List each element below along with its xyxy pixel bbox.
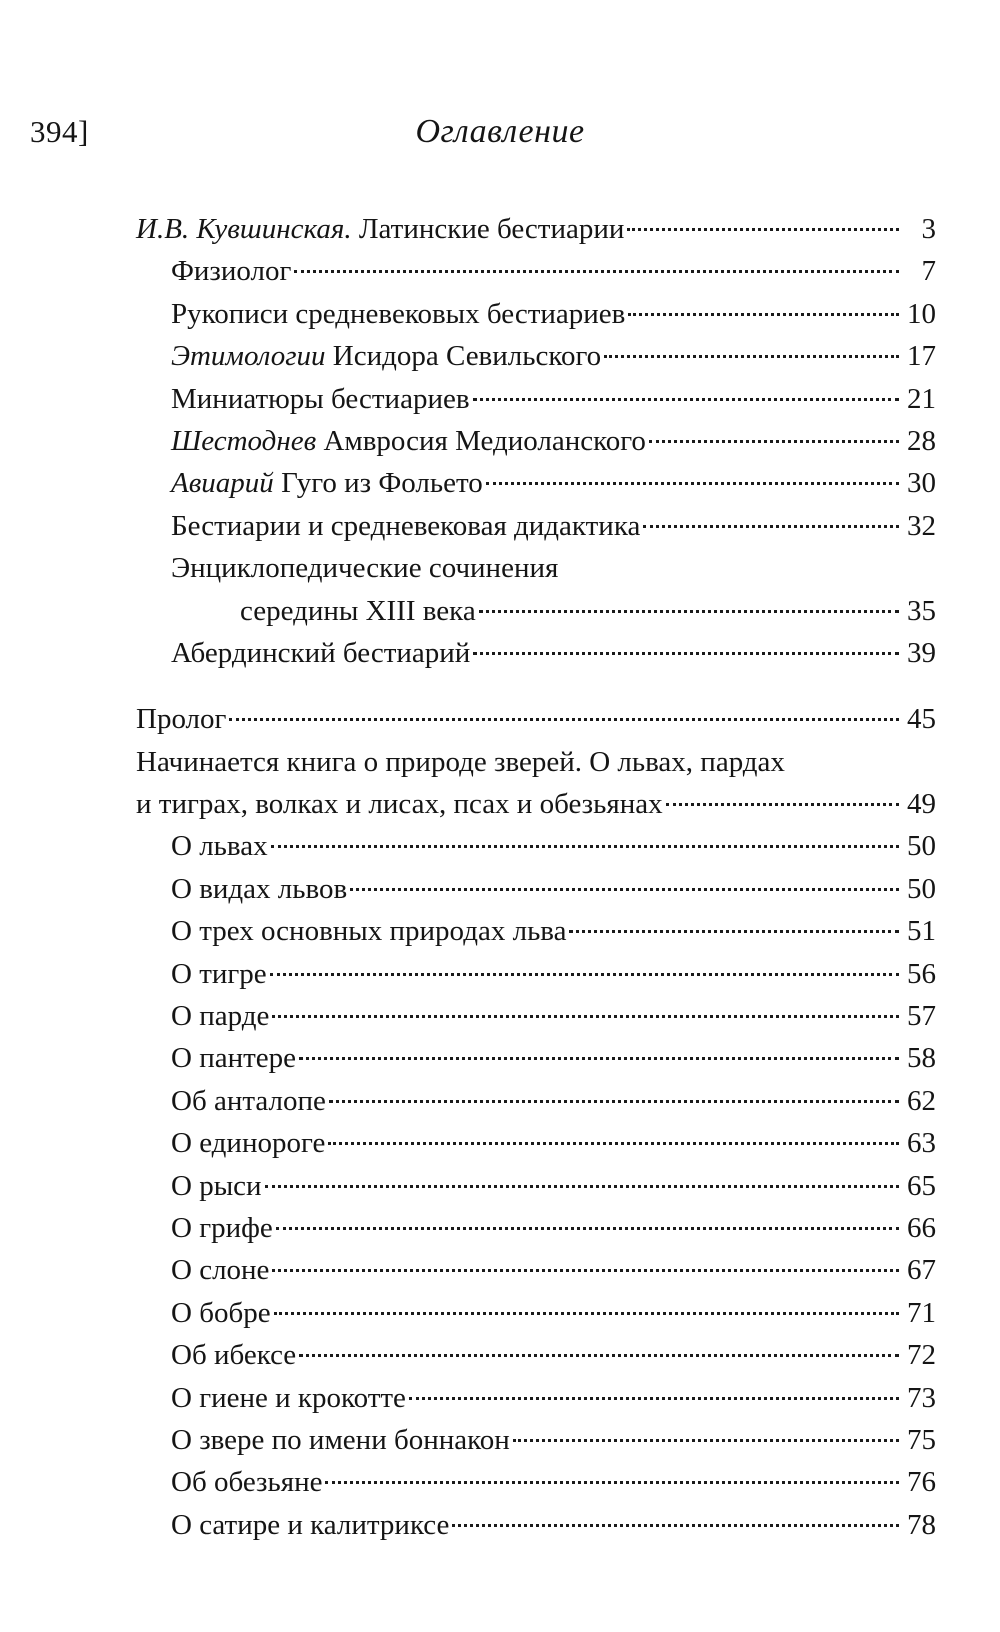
toc-entry-prologue[interactable] — [136, 698, 936, 740]
dot-leader — [479, 610, 899, 613]
toc-entry-page: 49 — [907, 788, 936, 821]
toc-entry-page: 72 — [907, 1339, 936, 1372]
dot-leader — [513, 1439, 899, 1442]
toc-entry[interactable] — [136, 462, 936, 504]
toc-entry-page: 67 — [907, 1254, 936, 1287]
dot-leader — [473, 398, 899, 401]
toc-entry-page: 21 — [907, 382, 936, 415]
toc-entry-title: И.В. Кувшинская. Латинские бестиарии — [136, 213, 625, 245]
dot-leader — [272, 1015, 899, 1018]
toc-entry-title: О грифе — [171, 1211, 273, 1244]
toc-entry-page: 7 — [921, 255, 936, 288]
toc-entry-title: Авиарий Гуго из Фольето — [171, 467, 483, 500]
dot-leader — [265, 1185, 899, 1188]
dot-leader — [274, 1312, 899, 1315]
toc-entry-page: 28 — [907, 424, 936, 457]
toc-entry-page: 73 — [907, 1381, 936, 1414]
dot-leader — [627, 228, 899, 231]
toc-entry-title: О сатире и калитриксе — [171, 1508, 450, 1541]
dot-leader — [229, 718, 899, 721]
toc-entry-title: О парде — [171, 1000, 270, 1033]
toc-entry-page: 58 — [907, 1042, 936, 1075]
toc-entry-page: 3 — [921, 213, 936, 245]
dot-leader — [409, 1397, 899, 1400]
toc-entry-intro[interactable] — [136, 208, 936, 250]
dot-leader — [666, 803, 899, 806]
toc-entry-title: О трех основных природах льва — [171, 915, 567, 948]
table-of-contents — [136, 208, 936, 1546]
toc-entry-title: Физиолог — [171, 255, 292, 288]
toc-entry-title: Этимологии Исидора Севильского — [171, 340, 602, 373]
dot-leader — [643, 525, 899, 528]
dot-leader — [569, 930, 899, 933]
toc-entry-page: 56 — [907, 957, 936, 990]
toc-entry-title: О бобре — [171, 1296, 271, 1329]
toc-entry-page: 50 — [907, 872, 936, 905]
toc-entry[interactable] — [136, 1419, 936, 1461]
toc-entry-title: Об обезьяне — [171, 1466, 323, 1499]
dot-leader — [649, 440, 899, 443]
toc-entry-book[interactable] — [136, 783, 936, 825]
toc-entry-title: Шестоднев Амвросия Медиоланского — [171, 424, 646, 457]
toc-entry[interactable] — [136, 1207, 936, 1249]
dot-leader — [299, 1354, 899, 1357]
dot-leader — [272, 1269, 899, 1272]
toc-entry-title: О гиене и крокотте — [171, 1381, 406, 1414]
toc-entry-page: 17 — [907, 340, 936, 373]
toc-entry-page: 32 — [907, 509, 936, 542]
toc-entry-title: Пролог — [136, 703, 227, 736]
toc-entry-title-line1: Энциклопедические сочинения — [171, 552, 559, 585]
dot-leader — [628, 313, 899, 316]
toc-entry[interactable] — [136, 910, 936, 952]
toc-entry-title: Рукописи средневековых бестиариев — [171, 297, 626, 330]
toc-entry-page: 75 — [907, 1423, 936, 1456]
toc-section-main — [136, 698, 936, 1546]
toc-entry[interactable] — [136, 995, 936, 1037]
toc-entry-page: 45 — [907, 703, 936, 736]
toc-entry-title: Миниатюры бестиариев — [171, 382, 470, 415]
toc-entry[interactable] — [136, 335, 936, 377]
toc-entry[interactable] — [136, 953, 936, 995]
toc-entry-title: Об анталопе — [171, 1084, 326, 1117]
toc-entry[interactable] — [136, 590, 936, 632]
dot-leader — [486, 482, 899, 485]
toc-book-title-line1: Начинается книга о природе зверей. О львах, пардах — [136, 745, 785, 778]
toc-entry-title: О единороге — [171, 1127, 326, 1160]
dot-leader — [328, 1142, 899, 1145]
toc-entry[interactable] — [136, 632, 936, 674]
toc-entry-title: О слоне — [171, 1254, 270, 1287]
dot-leader — [329, 1100, 899, 1103]
toc-entry-title: Об ибексе — [171, 1339, 297, 1372]
toc-entry-page: 57 — [907, 1000, 936, 1033]
toc-entry[interactable] — [136, 868, 936, 910]
dot-leader — [294, 270, 899, 273]
toc-entry[interactable] — [136, 293, 936, 335]
toc-entry-page: 66 — [907, 1211, 936, 1244]
toc-entry-page: 51 — [907, 915, 936, 948]
toc-entry[interactable] — [136, 1504, 936, 1546]
toc-entry-page: 30 — [907, 467, 936, 500]
toc-book-title-line2: и тиграх, волках и лисах, псах и обезьянах — [136, 788, 663, 821]
toc-entry-title: Абердинский бестиарий — [171, 636, 471, 669]
toc-entry-title: О видах львов — [171, 872, 348, 905]
toc-entry-title-line2: середины XIII века — [240, 594, 476, 627]
toc-entry[interactable] — [136, 1080, 936, 1122]
toc-entry-title: О звере по имени боннакон — [171, 1423, 510, 1456]
toc-entry-title: О рыси — [171, 1169, 262, 1202]
toc-entry-title: О львах — [171, 830, 268, 863]
dot-leader — [473, 652, 899, 655]
page-number: 394] — [30, 114, 89, 149]
dot-leader — [276, 1227, 899, 1230]
toc-entry-title: Бестиарии и средневековая дидактика — [171, 509, 641, 542]
toc-entry-author: И.В. Кувшинская. — [136, 213, 352, 245]
toc-entry[interactable] — [136, 1377, 936, 1419]
toc-entry-page: 35 — [907, 594, 936, 627]
toc-entry[interactable] — [136, 250, 936, 292]
toc-entry-page: 62 — [907, 1084, 936, 1117]
toc-entry-page: 76 — [907, 1466, 936, 1499]
toc-entry[interactable] — [136, 420, 936, 462]
toc-entry[interactable] — [136, 1461, 936, 1503]
dot-leader — [325, 1481, 899, 1484]
toc-entry-page: 78 — [907, 1508, 936, 1541]
toc-entry-page: 65 — [907, 1169, 936, 1202]
toc-entry-page: 50 — [907, 830, 936, 863]
dot-leader — [452, 1524, 899, 1527]
toc-entry-page: 63 — [907, 1127, 936, 1160]
toc-entry[interactable] — [136, 1122, 936, 1164]
toc-entry[interactable] — [136, 505, 936, 547]
toc-entry[interactable] — [136, 825, 936, 867]
toc-entry[interactable] — [136, 1037, 936, 1079]
dot-leader — [350, 888, 899, 891]
toc-entry[interactable] — [136, 1249, 936, 1291]
toc-entry-page: 71 — [907, 1296, 936, 1329]
dot-leader — [299, 1057, 899, 1060]
toc-entry-page: 10 — [907, 297, 936, 330]
dot-leader — [604, 355, 899, 358]
toc-entry-title: О пантере — [171, 1042, 297, 1075]
toc-section-intro — [136, 208, 936, 674]
dot-leader — [271, 845, 899, 848]
toc-entry-title: О тигре — [171, 957, 267, 990]
toc-book-items — [136, 825, 936, 1546]
toc-entry[interactable] — [136, 378, 936, 420]
running-title: Оглавление — [415, 113, 585, 150]
toc-entry[interactable] — [136, 1165, 936, 1207]
toc-entry[interactable] — [136, 1334, 936, 1376]
dot-leader — [270, 973, 899, 976]
toc-entry-page: 39 — [907, 636, 936, 669]
toc-entry[interactable] — [136, 1292, 936, 1334]
